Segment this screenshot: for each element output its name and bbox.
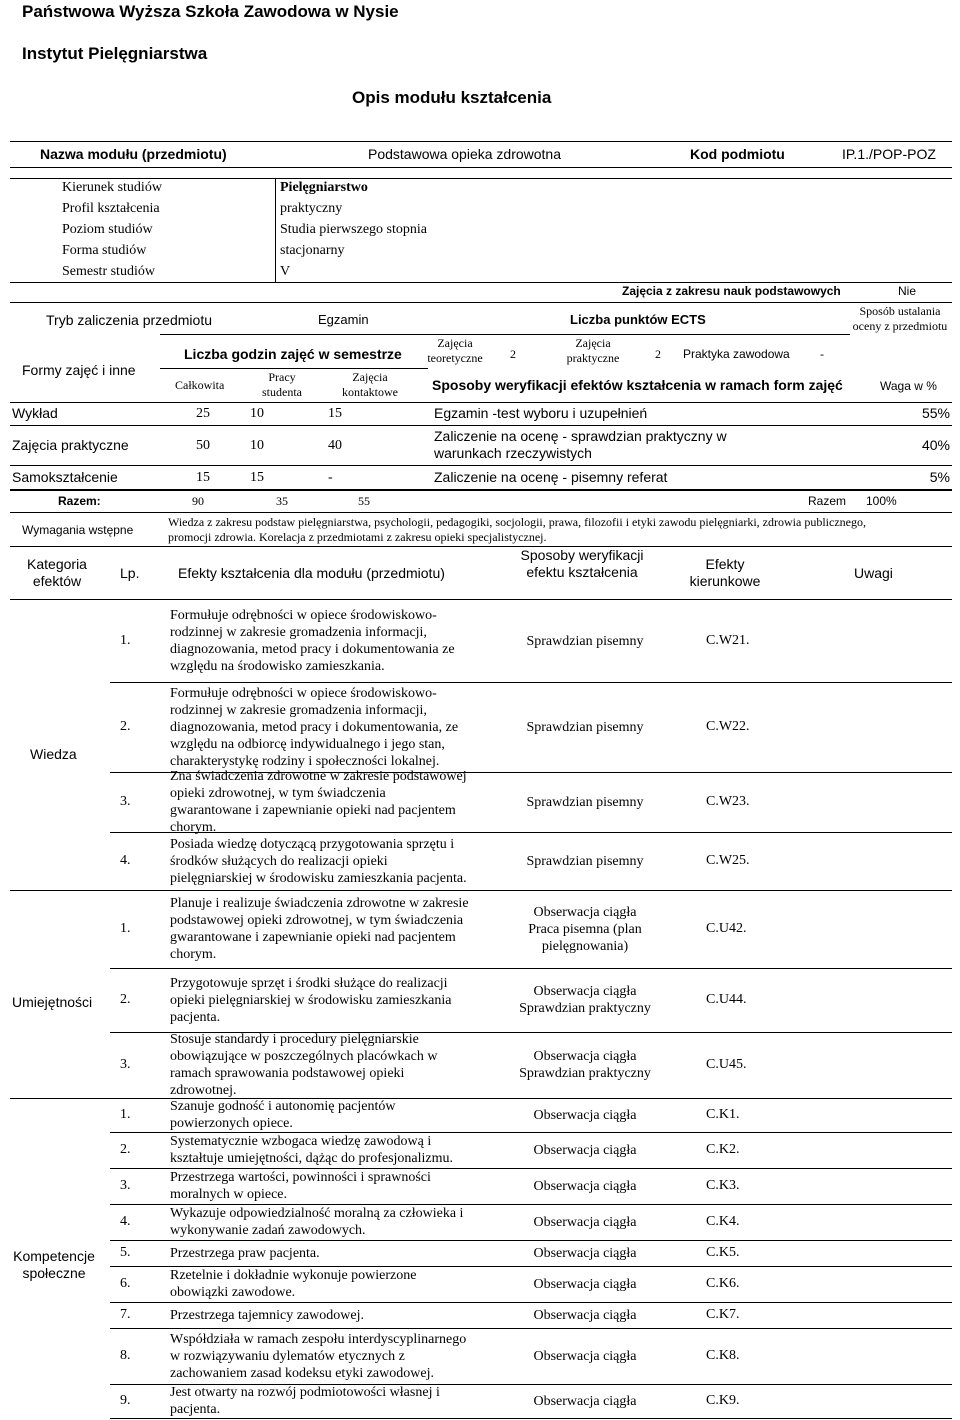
effect-method: Obserwacja ciągła Sprawdzian praktyczny [519, 984, 651, 1016]
table-row [10, 425, 952, 465]
effect-lp: 2. [120, 1142, 131, 1157]
basic-sciences-value: Nie [898, 284, 917, 298]
methods-header: Sposoby weryfikacji efektu kształcenia [520, 547, 644, 580]
effect-method: Obserwacja ciągła Sprawdzian praktyczny [519, 1049, 651, 1081]
sposoby-label: Sposoby weryfikacji efektów kształcenia w ramach form zajęć [432, 377, 843, 393]
effect-text: Formułuje odrębności w opiece środowiskowo-rodzinnej w zakresie gromadzenia informacji, diagnozowania, metod pracy i dokumentowania ze względu na środowisko zamieszkania. [170, 608, 455, 674]
form-method: Zaliczenie na ocenę - pisemny referat [434, 468, 668, 485]
calkowita-label: Całkowita [175, 378, 225, 392]
ects-label: Liczba punktów ECTS [570, 312, 706, 327]
effect-row [110, 1328, 952, 1385]
effect-method: Sprawdzian pisemny [526, 853, 644, 869]
effect-method: Sprawdzian pisemny [526, 633, 644, 649]
effect-lp: 2. [120, 992, 131, 1007]
info-value: Pielęgniarstwo [280, 180, 368, 195]
effect-method: Obserwacja ciągła [533, 1245, 637, 1261]
effect-text: Rzetelnie i dokładnie wykonuje powierzone obowiązki zawodowe. [170, 1268, 417, 1300]
effect-code: C.K1. [706, 1107, 740, 1122]
effect-row [110, 600, 952, 683]
effect-method: Obserwacja ciągła [533, 1142, 637, 1158]
effect-row [110, 1032, 952, 1099]
table-row [10, 403, 952, 425]
effect-row [110, 1168, 952, 1205]
totals-contact: 55 [358, 494, 370, 508]
godzin-label: Liczba godzin zajęć w semestrze [184, 346, 402, 362]
effect-lp: 3. [120, 794, 131, 809]
kontaktowe-label: Zajęcia kontaktowe [342, 370, 398, 399]
sposob-label: Sposób ustalania oceny z przedmiotu [852, 304, 948, 333]
teoretyczne-value: 2 [510, 347, 516, 361]
totals-total: 90 [192, 494, 204, 508]
form-weight: 5% [929, 468, 950, 485]
form-weight: 55% [921, 405, 950, 422]
effect-method: Obserwacja ciągła Praca pisemna (plan pielęgnowania) [528, 904, 642, 954]
effect-text: Przestrzega tajemnicy zawodowej. [170, 1307, 364, 1323]
document-title: Opis modułu kształcenia [352, 88, 552, 107]
effect-code: C.W22. [706, 719, 750, 734]
effect-text: Przestrzega praw pacjenta. [170, 1245, 320, 1261]
effect-lp: 6. [120, 1276, 131, 1291]
info-value: V [280, 264, 291, 279]
form-contact: 15 [328, 406, 342, 422]
effect-row [110, 769, 952, 835]
razem-value: 100% [866, 494, 897, 508]
effect-method: Sprawdzian pisemny [526, 719, 644, 735]
effect-text: Planuje i realizuje świadczenia zdrowotne w zakresie podstawowej opieki zdrowotnej, w tym świadczenia gwarantowane i zapewnianie opieki nad pacjentem chorym. [170, 896, 469, 962]
category-wiedza: Wiedza [30, 746, 77, 762]
effect-code: C.W21. [706, 633, 750, 648]
effect-row [110, 1384, 952, 1419]
effect-lp: 8. [120, 1348, 131, 1363]
institute-name: Instytut Pielęgniarstwa [22, 44, 208, 63]
effect-row [110, 1240, 952, 1267]
form-contact: 40 [328, 437, 342, 453]
effect-text: Systematycznie wzbogaca wiedzę zawodową i kształtuje umiejętności, dążąc do profesjonalizmu. [170, 1134, 454, 1166]
effect-text: Przestrzega wartości, powinności i sprawności moralnych w opiece. [170, 1170, 431, 1202]
effect-row [110, 1302, 952, 1329]
school-name: Państwowa Wyższa Szkoła Zawodowa w Nysie [22, 2, 399, 21]
category-header: Kategoria efektów [27, 556, 87, 589]
category-umiejetnosci: Umiejętności [12, 994, 93, 1010]
module-code-label: Kod podmiotu [690, 146, 785, 162]
formy-label: Formy zajęć i inne [22, 362, 136, 378]
effect-row [110, 1132, 952, 1169]
effect-lp: 3. [120, 1178, 131, 1193]
effect-row [110, 1204, 952, 1241]
table-row [10, 465, 952, 489]
effect-text: Stosuje standardy i procedury pielęgniarskie obowiązujące w poszczególnych placówkach w ramach sprawowania podstawowej opieki zdrowotnej. [170, 1032, 438, 1098]
category-kompetencje: Kompetencje społeczne [13, 1248, 95, 1281]
effect-code: C.K4. [706, 1214, 740, 1229]
info-value: Studia pierwszego stopnia [280, 222, 427, 237]
forms-table [10, 403, 952, 490]
form-contact: - [328, 469, 333, 485]
form-total: 25 [196, 406, 210, 422]
effect-row [110, 1266, 952, 1303]
effect-lp: 7. [120, 1307, 131, 1322]
effect-row [110, 682, 952, 773]
form-method: Egzamin -test wyboru i uzupełnień [434, 405, 648, 422]
info-label: Profil kształcenia [62, 201, 160, 216]
effect-method: Obserwacja ciągła [533, 1307, 637, 1323]
effect-method: Sprawdzian pisemny [526, 794, 644, 810]
effect-method: Obserwacja ciągła [533, 1393, 637, 1409]
effect-text: Posiada wiedzę dotyczącą przygotowania sprzętu i środków służących do realizacji opieki pielęgniarskiej w środowisku zamieszkania pacjenta. [170, 836, 467, 886]
effect-code: C.U45. [706, 1057, 747, 1072]
effect-code: C.K2. [706, 1142, 740, 1157]
effect-method: Obserwacja ciągła [533, 1214, 637, 1230]
razem-label: Razem [808, 494, 847, 508]
totals-label: Razem: [58, 494, 101, 508]
effect-row [110, 832, 952, 891]
directional-header: Efekty kierunkowe [689, 556, 761, 589]
effect-lp: 4. [120, 853, 131, 868]
form-name: Zajęcia praktyczne [12, 436, 129, 453]
form-weight: 40% [921, 436, 950, 453]
effect-row [110, 1098, 952, 1133]
effect-code: C.K8. [706, 1348, 740, 1363]
tryb-label: Tryb zaliczenia przedmiotu [46, 312, 212, 328]
effect-method: Obserwacja ciągła [533, 1276, 637, 1292]
effect-code: C.K5. [706, 1245, 740, 1260]
form-student: 10 [250, 406, 264, 422]
info-value: praktyczny [280, 201, 343, 216]
effect-code: C.U44. [706, 992, 747, 1007]
tryb-value: Egzamin [318, 312, 369, 327]
form-name: Samokształcenie [12, 468, 118, 485]
effect-row [110, 890, 952, 969]
effect-text: Współdziała w ramach zespołu interdyscyplinarnego w rozwiązywaniu dylematów etycznych z zachowaniem zasad kodeksu etyki zawodowej. [170, 1331, 467, 1381]
form-name: Wykład [12, 405, 58, 422]
effect-method: Obserwacja ciągła [533, 1107, 637, 1123]
info-label: Forma studiów [62, 243, 147, 258]
pracy-label: Pracy studenta [262, 370, 302, 399]
form-total: 15 [196, 469, 210, 485]
effect-method: Obserwacja ciągła [533, 1178, 637, 1194]
form-student: 15 [250, 469, 264, 485]
module-name-label: Nazwa modułu (przedmiotu) [40, 146, 227, 162]
info-value: stacjonarny [280, 243, 345, 258]
effect-lp: 5. [120, 1245, 131, 1260]
module-code-value: IP.1./POP-POZ [842, 146, 936, 162]
totals-student: 35 [276, 494, 288, 508]
form-total: 50 [196, 437, 210, 453]
effect-row [110, 968, 952, 1033]
effect-code: C.K3. [706, 1178, 740, 1193]
effect-text: Formułuje odrębności w opiece środowiskowo-rodzinnej w zakresie gromadzenia informacji, diagnozowania, metod pracy i dokumentowania, ze względu na odbiorcę indywidualnego i jego stan, charakterystykę rodziny i społeczności lokalnej. [170, 685, 459, 769]
effect-code: C.U42. [706, 921, 747, 936]
effect-code: C.K6. [706, 1276, 740, 1291]
effect-code: C.W25. [706, 853, 750, 868]
form-student: 10 [250, 437, 264, 453]
effect-text: Przygotowuje sprzęt i środki służące do realizacji opieki pielęgniarskiej w środowisku zamieszkania pacjenta. [170, 975, 452, 1025]
effect-method: Obserwacja ciągła [533, 1348, 637, 1364]
effect-lp: 9. [120, 1393, 131, 1408]
requirements-text-line1: Wiedza z zakresu podstaw pielęgniarstwa, psychologii, pedagogiki, socjologii, prawa, filozofii i etyki zawodu pielęgniarki, zdrowia publicznego, [168, 515, 866, 529]
effect-lp: 2. [120, 719, 131, 734]
praktyczne-value: 2 [655, 347, 661, 361]
effect-code: C.K9. [706, 1393, 740, 1408]
requirements-label: Wymagania wstępne [22, 523, 134, 537]
teoretyczne-label: Zajęcia teoretyczne [427, 336, 483, 365]
basic-sciences-label: Zajęcia z zakresu nauk podstawowych [622, 284, 841, 298]
form-method: Zaliczenie na ocenę - sprawdzian praktyczny w warunkach rzeczywistych [434, 428, 727, 461]
praktyka-label: Praktyka zawodowa [683, 347, 790, 361]
info-label: Kierunek studiów [62, 180, 162, 195]
effect-lp: 3. [120, 1057, 131, 1072]
effect-text: Wykazuje odpowiedzialność moralną za człowieka i wykonywanie zadań zawodowych. [170, 1206, 464, 1238]
effect-lp: 4. [120, 1214, 131, 1229]
module-name-value: Podstawowa opieka zdrowotna [368, 146, 562, 162]
notes-header: Uwagi [854, 565, 893, 581]
requirements-text-line2: promocji zdrowia. Korelacja z przedmiotami z zakresu opieki specjalistycznej. [168, 530, 547, 544]
praktyka-value: - [820, 347, 824, 361]
effect-lp: 1. [120, 921, 131, 936]
info-label: Poziom studiów [62, 222, 153, 237]
effect-text: Szanuje godność i autonomię pacjentów powierzonych opiece. [170, 1099, 396, 1131]
effect-lp: 1. [120, 633, 131, 648]
waga-label: Waga w % [880, 379, 937, 393]
effect-code: C.W23. [706, 794, 750, 809]
effect-text: Jest otwarty na rozwój podmiotowości własnej i pacjenta. [170, 1385, 440, 1417]
effects-header: Efekty kształcenia dla modułu (przedmiotu) [178, 565, 445, 581]
effect-text: Zna świadczenia zdrowotne w zakresie podstawowej opieki zdrowotnej, w tym świadczenia gwarantowane i zapewnianie opieki nad pacjentem chorym. [170, 769, 467, 835]
praktyczne-label: Zajęcia praktyczne [566, 336, 620, 365]
lp-header: Lp. [120, 565, 140, 581]
effect-lp: 1. [120, 1107, 131, 1122]
info-label: Semestr studiów [62, 264, 155, 279]
effect-code: C.K7. [706, 1307, 740, 1322]
